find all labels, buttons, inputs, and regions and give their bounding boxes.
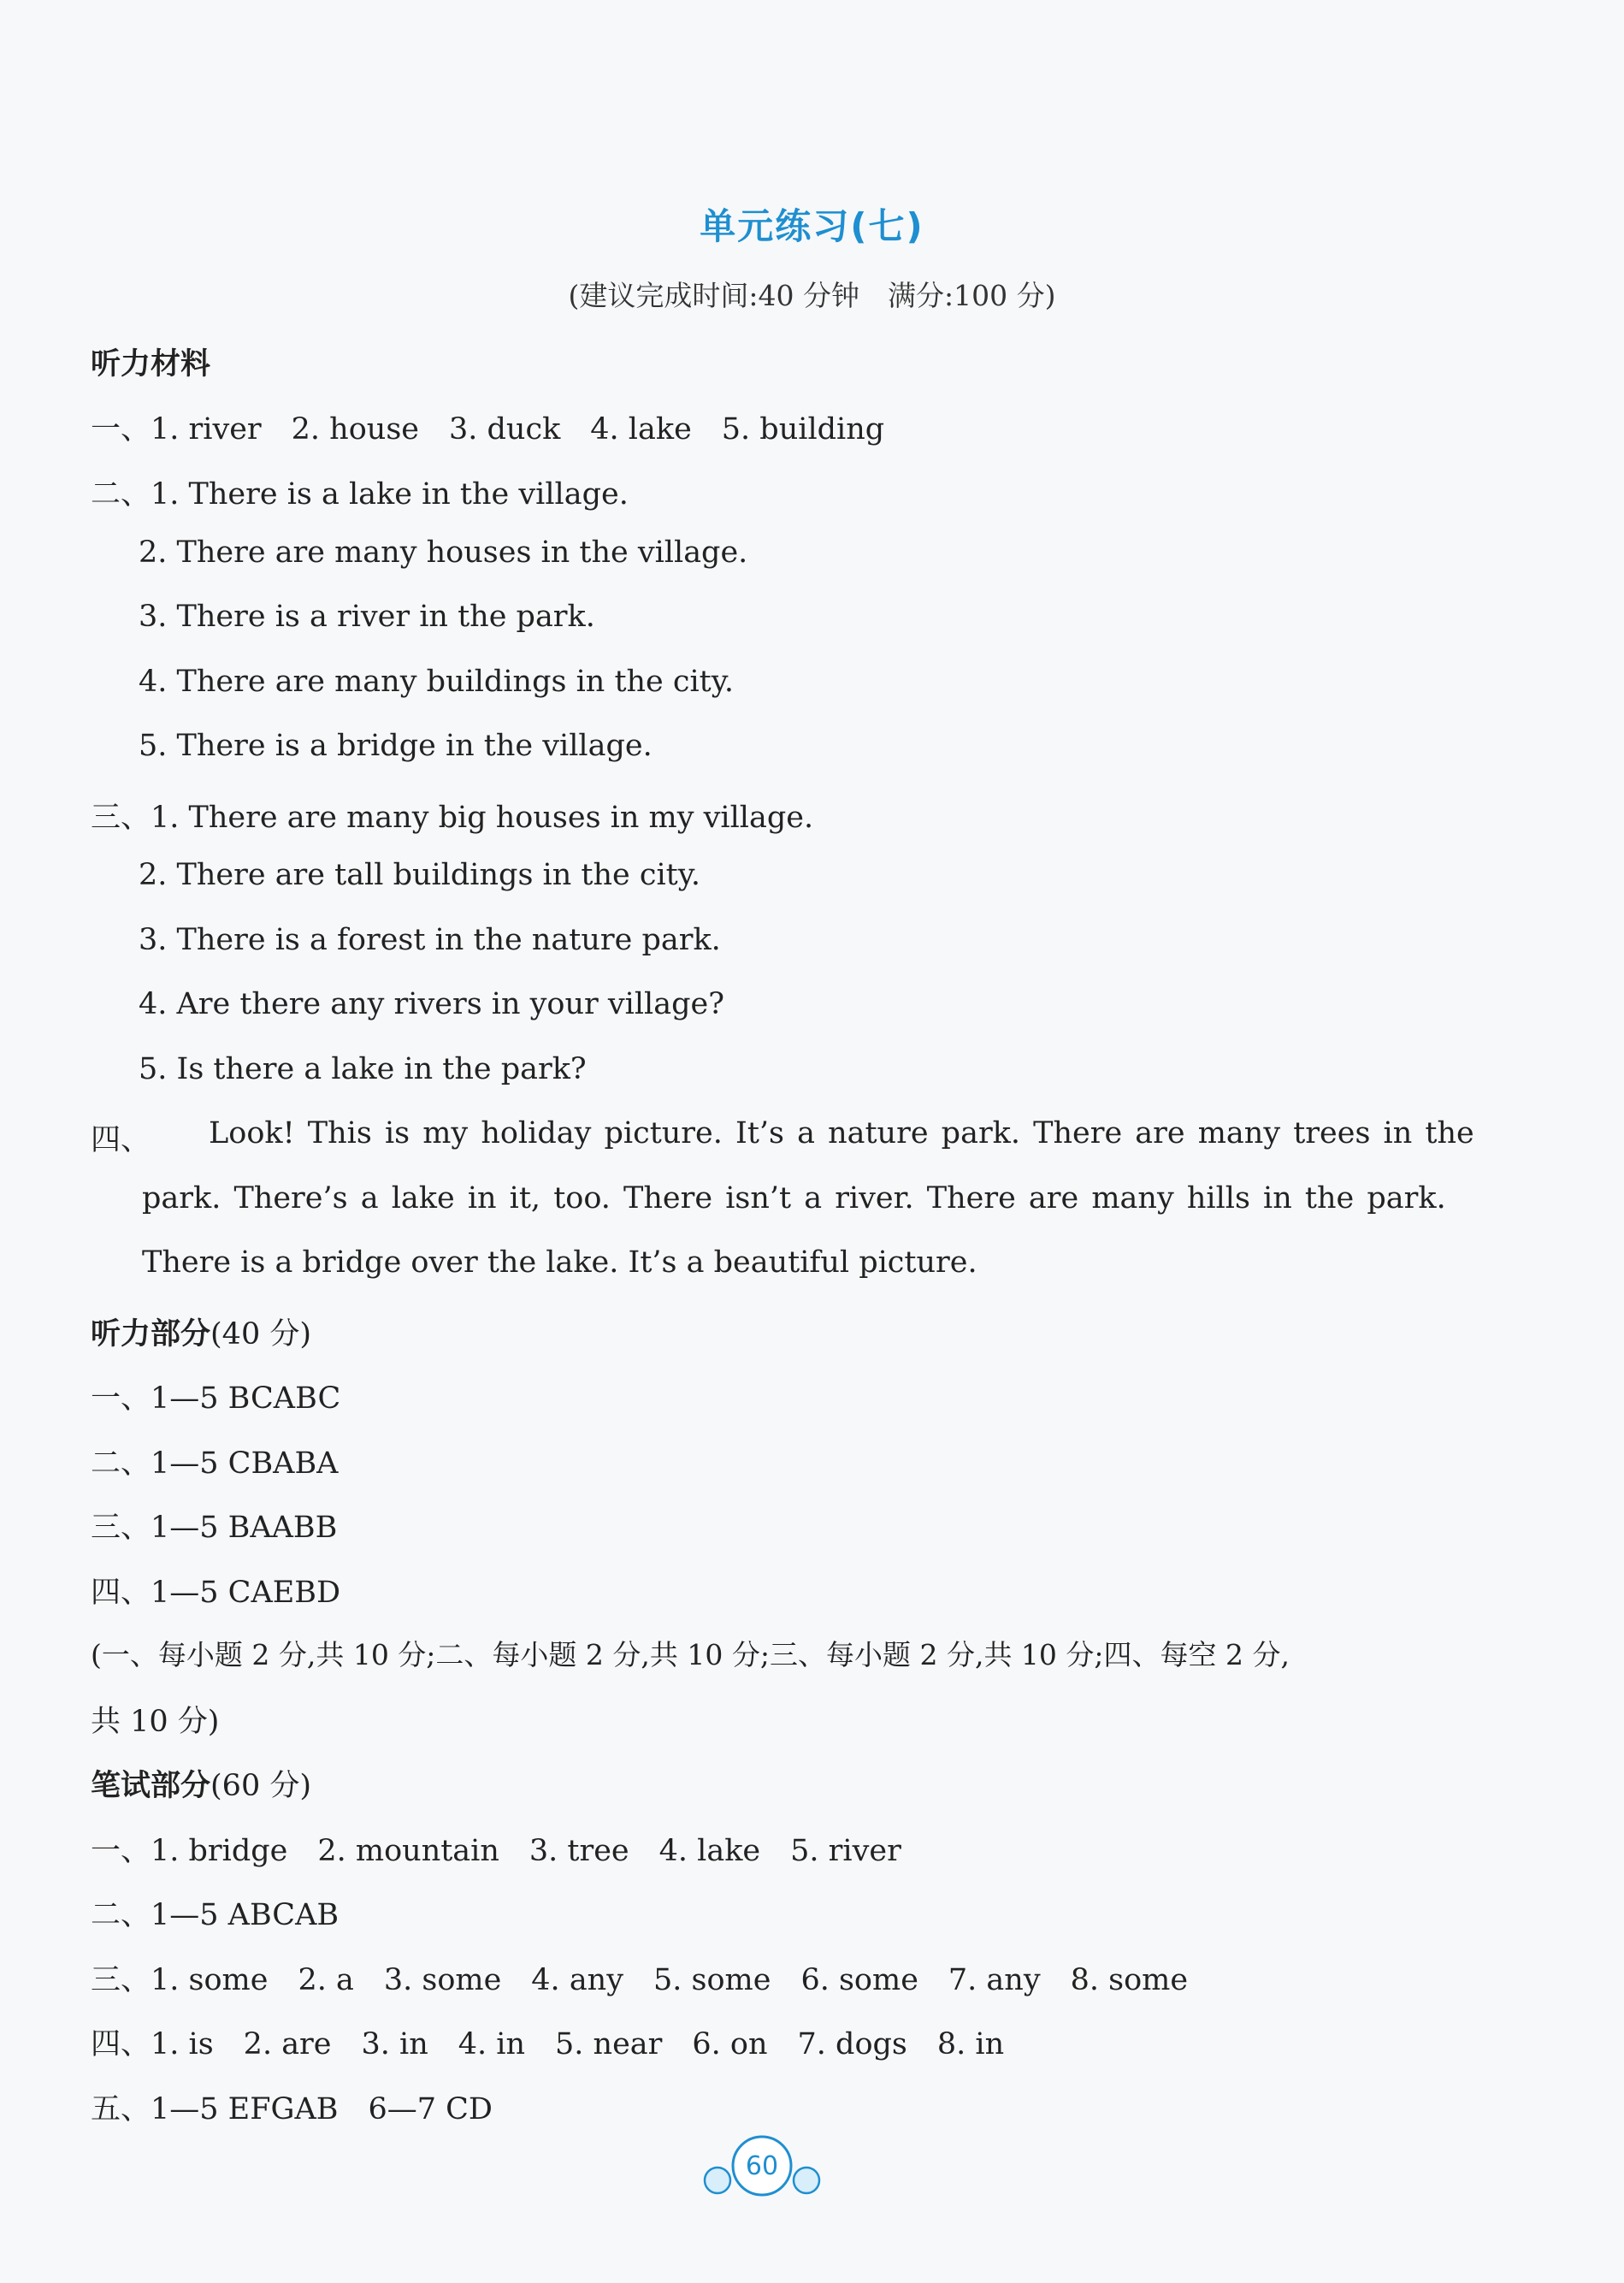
scoring-note: 共 10 分) <box>91 1705 220 1739</box>
page-number-badge <box>702 2133 822 2202</box>
written-part-points: (60 分) <box>210 1769 311 1803</box>
material-section-3-line: 三、1. There are many big houses in my village. <box>91 801 814 835</box>
material-section-3-line: 5. Is there a lake in the park? <box>139 1052 587 1086</box>
written-answer: 三、1. some 2. a 3. some 4. any 5. some 6. some 7. any 8. some <box>91 1963 1189 1997</box>
written-part-title: 笔试部分 <box>91 1769 211 1803</box>
page-title: 单元练习(七) <box>700 205 924 247</box>
material-section-4-line: There is a bridge over the lake. It’s a beautiful picture. <box>142 1245 977 1280</box>
listening-answer: 三、1—5 BAABB <box>91 1511 338 1545</box>
material-section-2-line: 3. There is a river in the park. <box>139 600 595 634</box>
listening-material-heading: 听力材料 <box>91 347 211 381</box>
listening-part-title: 听力部分 <box>91 1317 211 1351</box>
listening-answer: 二、1—5 CBABA <box>91 1446 339 1481</box>
page-number: 60 <box>745 2151 779 2181</box>
material-section-3-line: 3. There is a forest in the nature park. <box>139 923 721 957</box>
material-section-4-line: Look! This is my holiday picture. It’s a nature park. There are many trees in the <box>209 1116 1474 1150</box>
material-section-3-line: 4. Are there any rivers in your village? <box>139 987 724 1021</box>
material-section-4-label: 四、 <box>91 1123 151 1157</box>
written-answer: 四、1. is 2. are 3. in 4. in 5. near 6. on 7. dogs 8. in <box>91 2027 1005 2061</box>
listening-answer: 四、1—5 CAEBD <box>91 1576 341 1610</box>
material-section-2-line: 4. There are many buildings in the city. <box>139 665 735 699</box>
material-section-4-line: park. There’s a lake in it, too. There isn’t a river. There are many hills in the park. <box>142 1181 1446 1215</box>
material-section-2-line: 二、1. There is a lake in the village. <box>91 477 629 512</box>
written-answer: 一、1. bridge 2. mountain 3. tree 4. lake 5. river <box>91 1834 901 1868</box>
material-section-1: 一、1. river 2. house 3. duck 4. lake 5. building <box>91 412 885 447</box>
listening-part-points: (40 分) <box>210 1317 311 1351</box>
written-answer: 二、1—5 ABCAB <box>91 1898 340 1932</box>
listening-part-heading <box>91 1310 311 1353</box>
listening-answer: 一、1—5 BCABC <box>91 1381 341 1416</box>
written-answer: 五、1—5 EFGAB 6—7 CD <box>91 2092 493 2126</box>
scoring-note: (一、每小题 2 分,共 10 分;二、每小题 2 分,共 10 分;三、每小题 2 分,共 10 分;四、每空 2 分, <box>91 1638 1290 1671</box>
material-section-3-line: 2. There are tall buildings in the city. <box>139 858 700 892</box>
material-section-2-line: 2. There are many houses in the village. <box>139 535 748 570</box>
bubble-circles-icon <box>702 2133 822 2202</box>
material-section-2-line: 5. There is a bridge in the village. <box>139 729 653 763</box>
written-part-heading <box>91 1762 311 1805</box>
page-subtitle: (建议完成时间:40 分钟 满分:100 分) <box>568 279 1056 312</box>
